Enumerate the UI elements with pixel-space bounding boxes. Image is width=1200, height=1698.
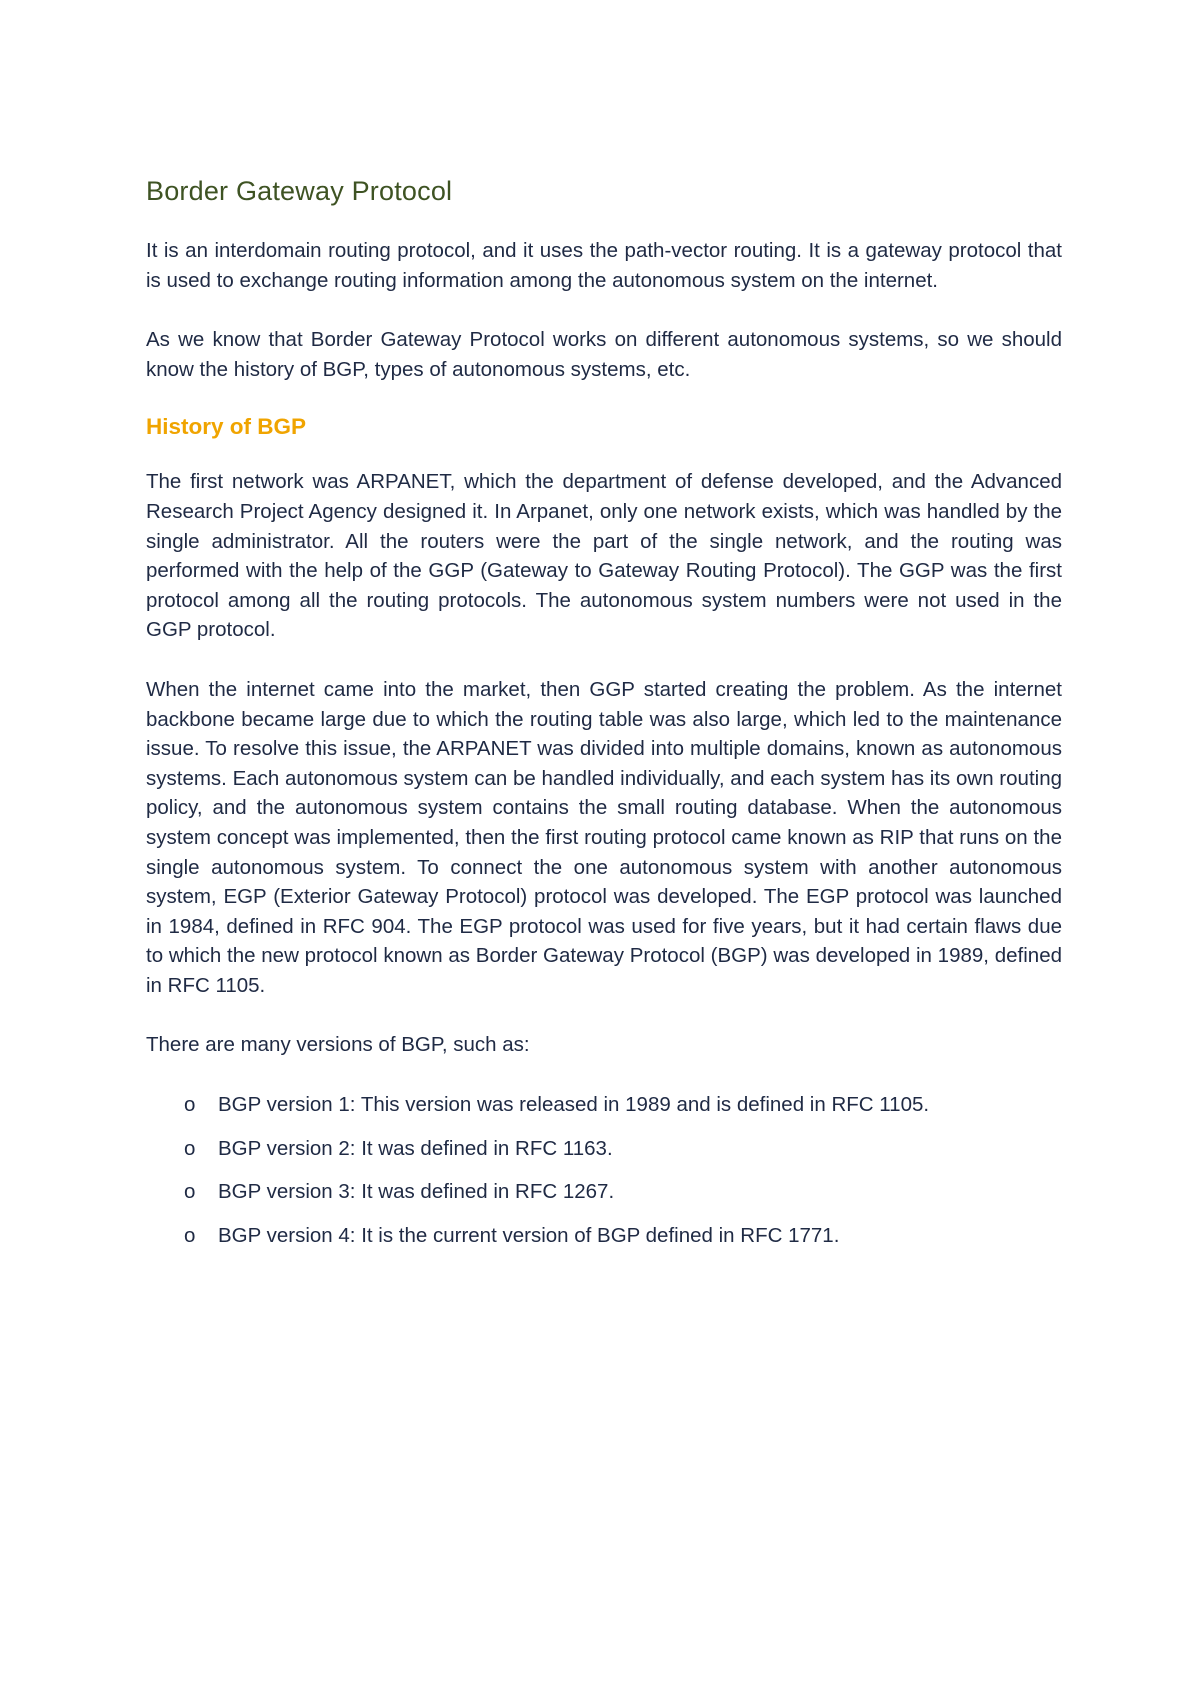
list-item	[146, 1134, 1062, 1164]
circle-bullet-icon: o	[184, 1180, 196, 1204]
bgp-versions-list	[146, 1090, 1062, 1250]
document-title: Border Gateway Protocol	[146, 176, 453, 206]
list-item-text: BGP version 1: This version was released in 1989 and is defined in RFC 1105.	[218, 1093, 930, 1117]
history-paragraph: When the internet came into the market, then GGP started creating the problem. As the internet backbone became large due to which the routing table was also large, which led to the maintenance issue. To resolve this issue, the ARPANET was divided into multiple domains, known as autonomous systems. Each autonomous system can be handled individually, and each system has its own routing policy, and the autonomous system contains the small routing database. When the autonomous system concept was implemented, then the first routing protocol came known as RIP that runs on the single autonomous system. To connect the one autonomous system with another autonomous system, EGP (Exterior Gateway Protocol) protocol was developed. The EGP protocol was launched in 1984, defined in RFC 904. The EGP protocol was used for five years, but it had certain flaws due to which the new protocol known as Border Gateway Protocol (BGP) was developed in 1989, defined in RFC 1105.	[146, 677, 1062, 997]
section-heading-history: History of BGP	[146, 414, 307, 440]
list-item	[146, 1221, 1062, 1251]
list-item-text: BGP version 3: It was defined in RFC 1267.	[218, 1180, 615, 1204]
list-item	[146, 1177, 1062, 1207]
circle-bullet-icon: o	[184, 1223, 196, 1247]
document-page	[146, 176, 1062, 1264]
circle-bullet-icon: o	[184, 1136, 196, 1160]
intro-paragraph: As we know that Border Gateway Protocol works on different autonomous systems, so we should know the history of BGP, types of autonomous systems, etc.	[146, 328, 1062, 381]
history-paragraph: The first network was ARPANET, which the department of defense developed, and the Advanced Research Project Agency designed it. In Arpanet, only one network exists, which was handled by the single administrator. All the routers were the part of the single network, and the routing was performed with the help of the GGP (Gateway to Gateway Routing Protocol). The GGP was the first protocol among all the routing protocols. The autonomous system numbers were not used in the GGP protocol.	[146, 470, 1062, 642]
versions-intro: There are many versions of BGP, such as:	[146, 1033, 530, 1057]
list-item-text: BGP version 2: It was defined in RFC 1163.	[218, 1136, 613, 1160]
intro-paragraph: It is an interdomain routing protocol, and it uses the path-vector routing. It is a gateway protocol that is used to exchange routing information among the autonomous system on the internet.	[146, 239, 1062, 292]
circle-bullet-icon: o	[184, 1093, 196, 1117]
list-item-text: BGP version 4: It is the current version of BGP defined in RFC 1771.	[218, 1223, 840, 1247]
list-item	[146, 1090, 1062, 1120]
